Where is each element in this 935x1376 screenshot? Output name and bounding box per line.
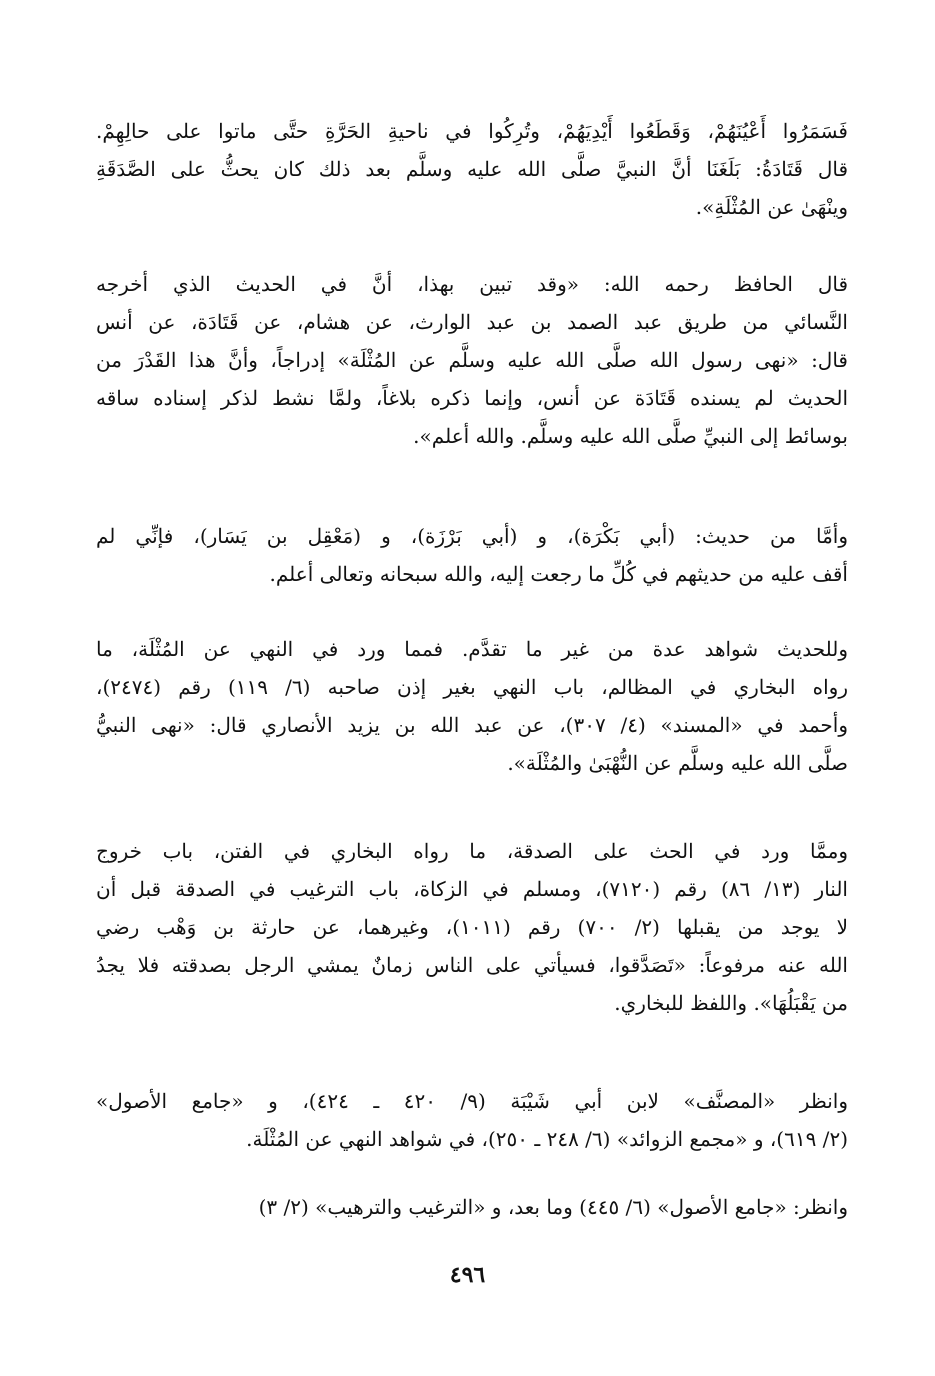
paragraph-1	[96, 112, 848, 226]
text-line: الله عنه مرفوعاً: «تَصَدَّقوا، فسيأتي على الناس زمانٌ يمشي الرجل بصدقته فلا يجدُ	[96, 953, 848, 977]
text-line: وانظر «المصنَّف» لابن أبي شَيْبَة (٩/ ٤٢٠ ـ ٤٢٤)، و «جامع الأصول»	[96, 1089, 848, 1113]
text-line: وأحمد في «المسند» (٤/ ٣٠٧)، عن عبد الله بن يزيد الأنصاري قال: «نهى النبيُّ	[96, 713, 848, 737]
text-line: لا يوجد من يقبلها (٢/ ٧٠٠) رقم (١٠١١)، وغيرهما، عن حارثة بن وَهْب رضي	[96, 915, 848, 939]
text-line: فَسَمَرُوا أَعْيُنَهُمْ، وَقَطَعُوا أَيْدِيَهُمْ، وتُرِكُوا في ناحيةِ الحَرَّةِ حتَّى ماتوا على حالِهِمْ.	[96, 119, 848, 143]
paragraph-5	[96, 832, 848, 1022]
paragraph-6	[96, 1082, 848, 1158]
page-number: ٤٩٦	[449, 1262, 486, 1288]
text-line: وينْهَىٰ عن المُثْلَةِ».	[695, 195, 848, 219]
text-line: من يَقْبَلُهَا». واللفظ للبخاري.	[614, 991, 848, 1015]
text-line: قال قَتَادَةُ: بَلَغَنَا أنَّ النبيَّ صلَّى الله عليه وسلَّم بعد ذلك كان يحثُّ على الصَّدَقَةِ	[96, 157, 848, 181]
text-line: وانظر: «جامع الأصول» (٦/ ٤٤٥) وما بعد، و «الترغيب والترهيب» (٢/ ٣)	[258, 1195, 848, 1219]
text-line: وممَّا ورد في الحث على الصدقة، ما رواه البخاري في الفتن، باب خروج	[96, 839, 848, 863]
text-line: قال: «نهى رسول الله صلَّى الله عليه وسلَّم عن المُثْلَة» إدراجاً، وأنَّ هذا القَدْرَ من	[96, 348, 848, 372]
text-line: وللحديث شواهد عدة من غير ما تقدَّم. فمما ورد في النهي عن المُثْلَة، ما	[96, 637, 848, 661]
text-line: النَّسائي من طريق عبد الصمد بن عبد الوارث، عن هشام، عن قَتَادَة، عن أنس	[96, 310, 848, 334]
text-line: بوسائط إلى النبيِّ صلَّى الله عليه وسلَّم. والله أعلم».	[413, 424, 848, 448]
text-line: رواه البخاري في المظالم، باب النهي بغير إذن صاحبه (٦/ ١١٩) رقم (٢٤٧٤)،	[96, 675, 848, 699]
paragraph-3	[96, 517, 848, 593]
text-line: النار (١٣/ ٨٦) رقم (٧١٢٠)، ومسلم في الزكاة، باب الترغيب في الصدقة قبل أن	[96, 877, 848, 901]
paragraph-7	[96, 1188, 848, 1226]
text-line: (٢/ ٦١٩)، و «مجمع الزوائد» (٦/ ٢٤٨ ـ ٢٥٠)، في شواهد النهي عن المُثْلَة.	[246, 1127, 848, 1151]
text-line: الحديث لم يسنده قَتَادَة عن أنس، وإنما ذكره بلاغاً، ولمَّا نشط لذكر إسناده ساقه	[96, 386, 848, 410]
text-line: قال الحافظ رحمه الله: «وقد تبين بهذا، أنَّ في الحديث الذي أخرجه	[96, 272, 848, 296]
paragraph-4	[96, 630, 848, 782]
text-line: أقف عليه من حديثهم في كُلِّ ما رجعت إليه، والله سبحانه وتعالى أعلم.	[269, 562, 848, 586]
paragraph-2	[96, 265, 848, 455]
text-line: صلَّى الله عليه وسلَّم عن النُّهْبَىٰ والمُثْلَة».	[507, 751, 848, 775]
text-line: وأمَّا من حديث: (أبي بَكْرَة)، و (أبي بَرْزَة)، و (مَعْقِل بن يَسَار)، فإنِّي لم	[96, 524, 848, 548]
